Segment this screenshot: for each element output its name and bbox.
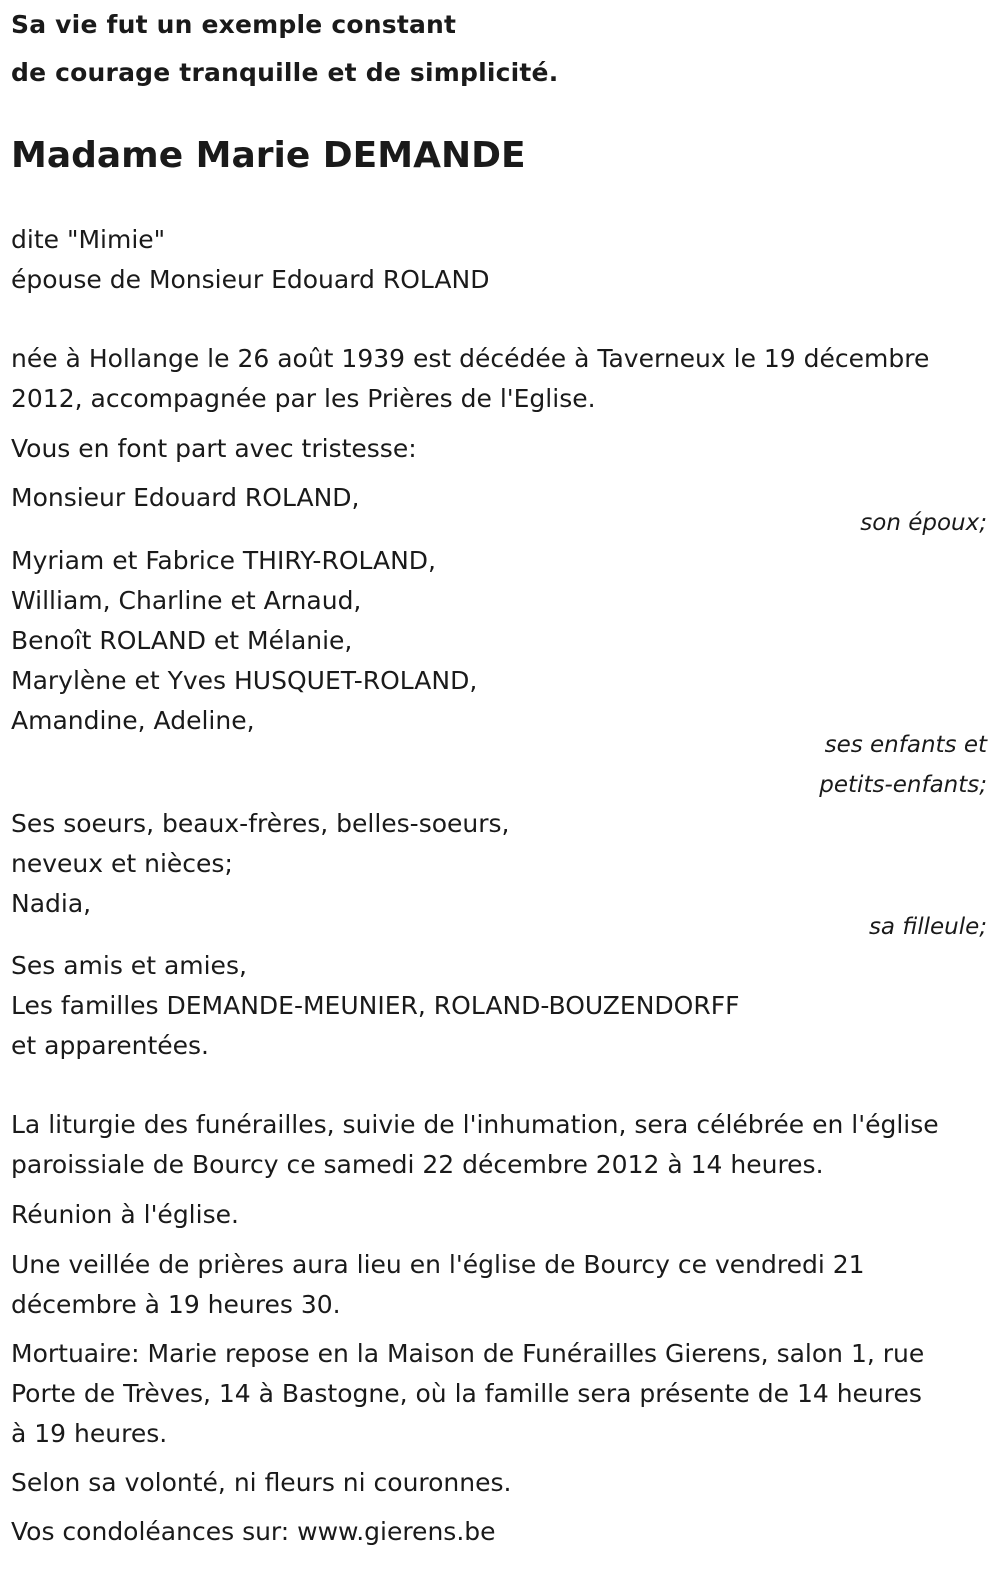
related-line: et apparentées. bbox=[11, 1031, 209, 1060]
vigil-line-1: Une veillée de prières aura lieu en l'église de Bourcy ce vendredi 21 bbox=[11, 1250, 865, 1279]
meeting-line: Réunion à l'église. bbox=[11, 1200, 239, 1229]
goddaughter: Nadia, bbox=[11, 889, 92, 918]
mortuary-line-1: Mortuaire: Marie repose en la Maison de Funérailles Gierens, salon 1, rue bbox=[11, 1339, 925, 1368]
siblings-line-1: Ses soeurs, beaux-frères, belles-soeurs, bbox=[11, 809, 510, 838]
siblings-line-2: neveux et nièces; bbox=[11, 849, 233, 878]
vigil-line-2: décembre à 19 heures 30. bbox=[11, 1290, 341, 1319]
ceremony-line-1: La liturgie des funérailles, suivie de l'inhumation, sera célébrée en l'église bbox=[11, 1110, 939, 1139]
family-spouse: Monsieur Edouard ROLAND, bbox=[11, 483, 360, 512]
children-role-1: ses enfants et bbox=[824, 732, 987, 758]
family-child-3: Benoît ROLAND et Mélanie, bbox=[11, 626, 353, 655]
epitaph-line-1: Sa vie fut un exemple constant bbox=[11, 10, 457, 39]
deceased-name: Madame Marie DEMANDE bbox=[11, 135, 526, 176]
children-role-2: petits-enfants; bbox=[819, 772, 987, 798]
family-spouse-role: son époux; bbox=[860, 510, 987, 536]
family-child-4: Marylène et Yves HUSQUET-ROLAND, bbox=[11, 666, 478, 695]
friends-line: Ses amis et amies, bbox=[11, 951, 247, 980]
birth-death-line-2: 2012, accompagnée par les Prières de l'Eglise. bbox=[11, 384, 596, 413]
ceremony-line-2: paroissiale de Bourcy ce samedi 22 décembre 2012 à 14 heures. bbox=[11, 1150, 824, 1179]
family-child-1: Myriam et Fabrice THIRY-ROLAND, bbox=[11, 546, 436, 575]
epitaph-line-2: de courage tranquille et de simplicité. bbox=[11, 58, 559, 87]
family-child-2: William, Charline et Arnaud, bbox=[11, 586, 362, 615]
condolences-line: Vos condoléances sur: www.gierens.be bbox=[11, 1517, 496, 1546]
mortuary-line-3: à 19 heures. bbox=[11, 1419, 168, 1448]
nickname: dite "Mimie" bbox=[11, 225, 166, 254]
birth-death-line-1: née à Hollange le 26 août 1939 est décédée à Taverneux le 19 décembre bbox=[11, 344, 930, 373]
mortuary-line-2: Porte de Trèves, 14 à Bastogne, où la famille sera présente de 14 heures bbox=[11, 1379, 922, 1408]
spouse-line: épouse de Monsieur Edouard ROLAND bbox=[11, 265, 490, 294]
family-child-5: Amandine, Adeline, bbox=[11, 706, 255, 735]
goddaughter-role: sa filleule; bbox=[868, 914, 987, 940]
announce-line: Vous en font part avec tristesse: bbox=[11, 434, 417, 463]
wish-line: Selon sa volonté, ni fleurs ni couronnes. bbox=[11, 1468, 512, 1497]
families-line: Les familles DEMANDE-MEUNIER, ROLAND-BOUZENDORFF bbox=[11, 991, 740, 1020]
